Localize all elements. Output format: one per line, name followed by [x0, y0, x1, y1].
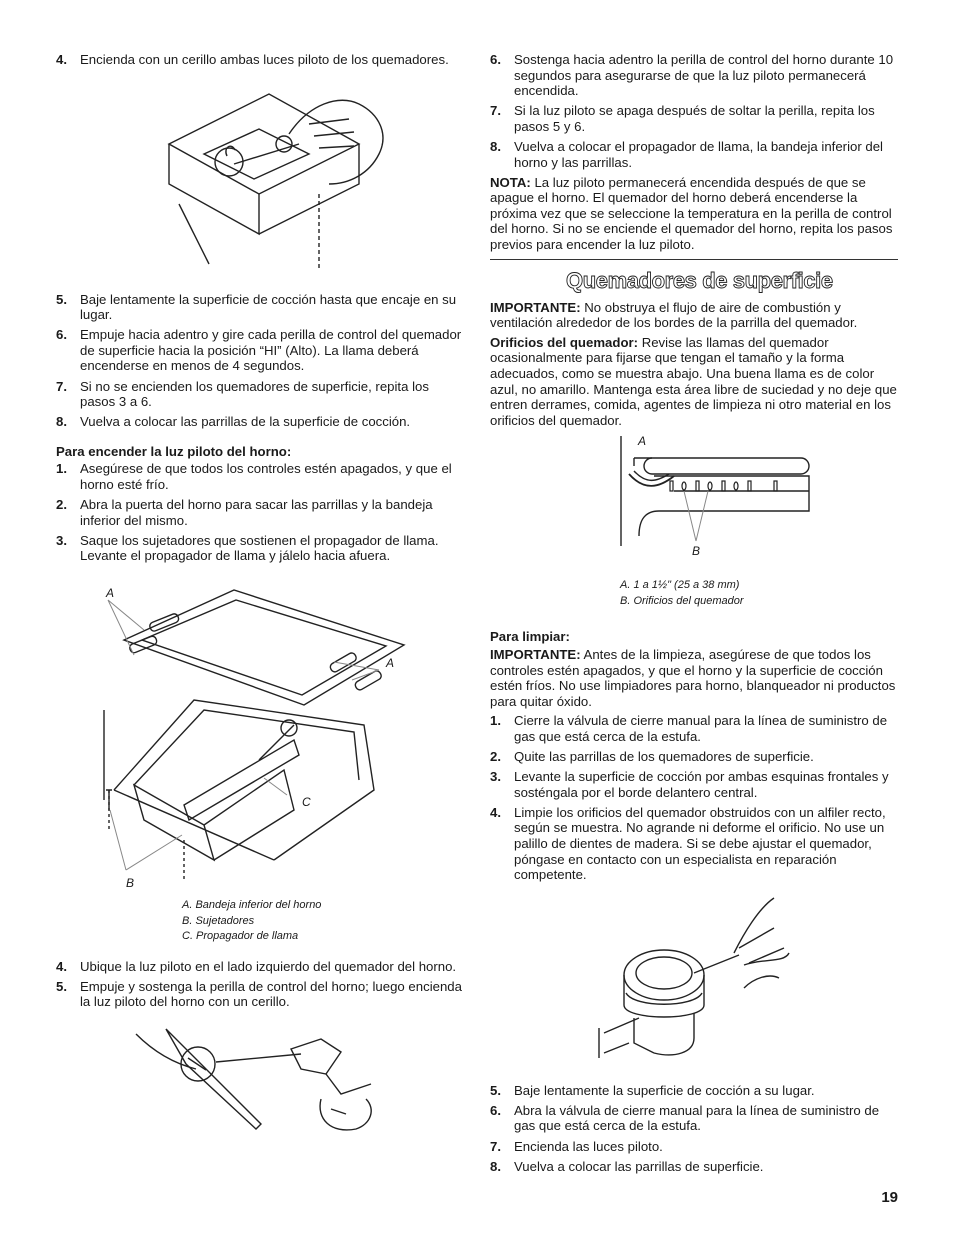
important-text: No obstruya el flujo de aire de combustión y ventilación alrededor de los bordes de la parrilla del quemador. — [490, 299, 858, 331]
list-item — [490, 805, 898, 883]
step-number: 2. — [490, 749, 501, 765]
step-text: Encienda las luces piloto. — [514, 1138, 663, 1154]
list-item — [490, 1159, 898, 1175]
list-item — [490, 1103, 898, 1134]
list-item — [490, 1139, 898, 1155]
step-text: Limpie los orificios del quemador obstruidos con un alfiler recto, según se muestra. No agrande ni deforme el orificio. No use un palillo de dientes de madera. Si se debe ajustar el quemador, póngase en contacto con un especialista en reparación competente. — [514, 804, 886, 883]
left-steps-2 — [56, 292, 462, 430]
important-paragraph-1 — [490, 300, 898, 331]
step-number: 7. — [490, 1138, 501, 1154]
important-label-2: IMPORTANTE: — [490, 646, 581, 662]
oven-bottom-caption — [182, 898, 462, 945]
step-text: Empuje y sostenga la perilla de control del horno; luego encienda la luz piloto del horno con un cerillo. — [80, 978, 462, 1010]
right-steps-1 — [490, 52, 898, 170]
step-number: 3. — [490, 769, 501, 785]
step-text: Baje lentamente la superficie de cocción hasta que encaje en su lugar. — [80, 291, 457, 323]
list-item — [56, 327, 462, 374]
step-number: 6. — [490, 52, 501, 67]
pilot-lighting-figure — [109, 74, 409, 274]
list-item — [56, 461, 462, 492]
step-text: Abra la válvula de cierre manual para la línea de suministro de gas que está cerca de la estufa. — [514, 1102, 880, 1134]
list-item — [56, 979, 462, 1010]
orifice-text: Revise las llamas del quemador ocasionalmente para fijarse que tengan el tamaño y la forma adecuados, como se muestra abajo. Una buena llama es de color azul, no amarillo. Mantenga esta área libre de suciedad y no deje que entren derrames, comida, agentes de limpieza ni otro material en los orificios del quemador. — [490, 334, 897, 428]
caption-line: A. 1 a 1½" (25 a 38 mm) — [620, 579, 740, 592]
note-text: La luz piloto permanecerá encendida después de que se apague el horno. El quemador del horno deberá encenderse la próxima vez que se seleccione la temperatura en la perilla de control del horno. Si no se enciende el quemador del horno, repita los pasos previos para encender la luz piloto. — [490, 174, 893, 253]
step-number: 4. — [56, 958, 67, 974]
oven-bottom-figure — [94, 580, 424, 890]
step-text: Vuelva a colocar las parrillas de superficie. — [514, 1158, 764, 1174]
step-text: Sostenga hacia adentro la perilla de control del horno durante 10 segundos para asegurarse de que la luz piloto permanecerá encendida. — [514, 52, 894, 99]
orifice-label: Orificios del quemador: — [490, 334, 639, 350]
burner-flame-figure — [574, 436, 814, 566]
fig-label-a: A — [106, 586, 115, 600]
step-number: 7. — [56, 378, 67, 394]
right-steps-3 — [490, 1083, 898, 1174]
list-item — [56, 497, 462, 528]
list-item — [56, 379, 462, 410]
list-item — [490, 769, 898, 800]
caption-line: A. Bandeja inferior del horno — [182, 899, 322, 911]
list-item — [56, 959, 462, 975]
important-paragraph-2 — [490, 647, 898, 709]
oven-pilot-illustration — [126, 1024, 386, 1139]
step-text: Abra la puerta del horno para sacar las parrillas y la bandeja inferior del mismo. — [80, 497, 433, 528]
flame-label-b: B — [692, 544, 701, 559]
list-item — [490, 713, 898, 744]
pilot-heading: Para encender la luz piloto del horno: — [56, 443, 292, 459]
caption-line: B. Sujetadores — [182, 914, 255, 927]
step-number: 4. — [490, 804, 501, 820]
step-number: 5. — [56, 978, 67, 994]
step-text: Si la luz piloto se apaga después de soltar la perilla, repita los pasos 5 y 6. — [514, 103, 875, 134]
step-text: Vuelva a colocar las parrillas de la superficie de cocción. — [80, 414, 411, 430]
left-column — [56, 52, 462, 1139]
caption-line: C. Propagador de llama — [182, 930, 299, 942]
section-title: Quemadores de superficie — [566, 267, 833, 293]
step-number: 2. — [56, 497, 67, 513]
fig-label-a-right: A — [386, 656, 395, 670]
fig-label-b: B — [126, 876, 135, 890]
list-item — [490, 749, 898, 765]
cooktop-pilot-illustration — [109, 74, 409, 274]
step-text: Asegúrese de que todos los controles estén apagados, y que el horno esté frío. — [80, 461, 452, 493]
step-number: 4. — [56, 52, 67, 67]
page-number: 19 — [881, 1189, 898, 1206]
right-steps-2 — [490, 713, 898, 882]
fig-label-c: C — [302, 795, 311, 809]
step-number: 5. — [490, 1082, 501, 1098]
caption-line: B. Orificios del quemador — [620, 594, 744, 607]
left-steps-3 — [56, 461, 462, 564]
step-number: 5. — [56, 291, 67, 307]
list-item — [490, 52, 898, 99]
orifice-paragraph — [490, 335, 898, 429]
step-number: 8. — [56, 414, 67, 430]
step-text: Levante la superficie de cocción por ambas esquinas frontales y sosténgala por el borde delantero central. — [514, 769, 889, 800]
step-text: Baje lentamente la superficie de cocción a su lugar. — [514, 1082, 815, 1098]
step-text: Si no se encienden los quemadores de superficie, repita los pasos 3 a 6. — [80, 378, 429, 410]
left-steps-4 — [56, 959, 462, 1010]
list-item — [490, 139, 898, 170]
list-item — [56, 533, 462, 564]
section-divider — [490, 259, 898, 260]
list-item — [56, 292, 462, 323]
step-text: Saque los sujetadores que sostienen el propagador de llama. Levante el propagador de llama y jálelo hacia afuera. — [80, 532, 439, 564]
left-steps-1 — [56, 52, 462, 68]
step-number: 8. — [490, 1158, 501, 1174]
list-item — [490, 103, 898, 134]
step-number: 3. — [56, 532, 67, 548]
burner-cleaning-illustration — [594, 893, 794, 1073]
step-number: 1. — [56, 461, 67, 477]
list-item — [56, 52, 462, 68]
burner-flame-caption — [620, 578, 898, 609]
step-number: 1. — [490, 713, 501, 729]
step-text: Quite las parrillas de los quemadores de superficie. — [514, 749, 814, 765]
note-label: NOTA: — [490, 174, 531, 190]
step-number: 8. — [490, 138, 501, 154]
step-text: Vuelva a colocar el propagador de llama, la bandeja inferior del horno y las parrillas. — [514, 138, 883, 170]
step-text: Encienda con un cerillo ambas luces piloto de los quemadores. — [80, 52, 449, 67]
flame-label-a: A — [638, 434, 647, 449]
clean-heading: Para limpiar: — [490, 629, 570, 645]
note-paragraph — [490, 175, 898, 253]
list-item — [490, 1083, 898, 1099]
important-label: IMPORTANTE: — [490, 299, 581, 315]
important-text-2: Antes de la limpieza, asegúrese de que todos los controles estén apagados, y que el horno y la superficie de cocción estén fríos. No use limpiadores para horno, blanqueador ni productos para quitar óxido. — [490, 646, 896, 709]
oven-bottom-illustration — [94, 580, 424, 890]
step-number: 6. — [490, 1102, 501, 1118]
step-text: Empuje hacia adentro y gire cada perilla de control del quemador de superficie hacia la posición “HI” (Alto). La llama deberá encenderse en menos de 4 segundos. — [80, 327, 462, 374]
step-text: Cierre la válvula de cierre manual para la línea de suministro de gas que está cerca de la estufa. — [514, 713, 888, 744]
list-item — [56, 414, 462, 430]
burner-cleaning-figure — [594, 893, 794, 1073]
step-number: 7. — [490, 103, 501, 119]
step-number: 6. — [56, 327, 67, 343]
oven-pilot-figure — [126, 1024, 386, 1139]
right-column — [490, 52, 898, 1179]
step-text: Ubique la luz piloto en el lado izquierdo del quemador del horno. — [80, 958, 457, 974]
